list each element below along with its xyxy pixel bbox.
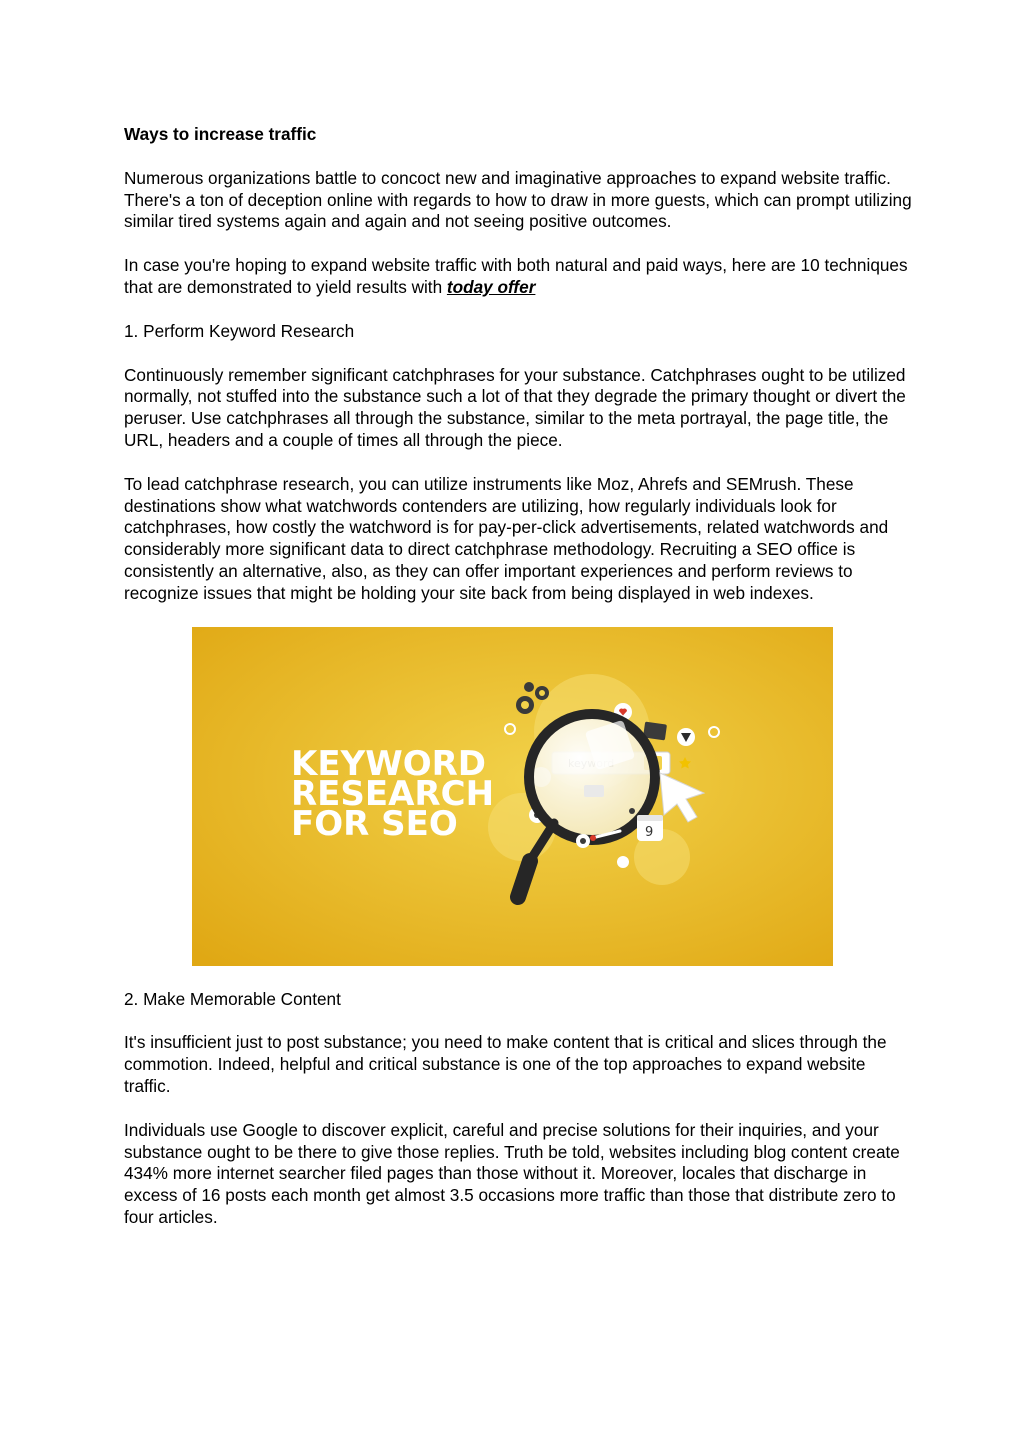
document-title: Ways to increase traffic [124, 124, 317, 144]
keyword-research-paragraph-1: Continuously remember significant catchphrases for your substance. Catchphrases ought to be utilized normally, not stuffed into the substance such a lot of that they degrade the primary thought or divert the peruser. Use catchphrases all through the substance, similar to the meta portrayal, the page title, the URL, headers and a couple of times all through the piece. [124, 364, 906, 450]
keyword-research-banner-image [192, 627, 833, 966]
small-dot-icon [617, 856, 629, 868]
memorable-content-paragraph-2: Individuals use Google to discover explicit, careful and precise solutions for their inquiries, and your substance ought to be there to give those replies. Truth be told, websites including blog content create 434% more internet searcher filed pages than those without it. Moreover, locales that discharge in excess of 16 posts each month get almost 3.5 occasions more traffic than those that distribute zero to four articles. [124, 1119, 900, 1227]
calendar-icon [637, 815, 663, 841]
intro-paragraph: Numerous organizations battle to concoct new and imaginative approaches to expand website traffic. There's a ton of deception online with regards to how to draw in more guests, which can prompt utilizing similar tired systems again and again and not seeing positive outcomes. [124, 167, 912, 232]
section-heading-memorable-content: 2. Make Memorable Content [124, 988, 341, 1009]
small-dot-icon [629, 808, 635, 814]
memorable-content-paragraph-1: It's insufficient just to post substance; you need to make content that is critical and slices through the commotion. Indeed, helpful and critical substance is one of the top approaches to expand website traffic. [124, 1032, 887, 1096]
banner-headline-line2: RESEARCH [291, 773, 495, 814]
banner-headline-line1: KEYWORD [291, 743, 487, 784]
banner-headline-line3: FOR SEO [291, 803, 458, 844]
lead-paragraph [124, 255, 914, 299]
palette-dot-icon [580, 838, 586, 844]
calendar-number: 9 [645, 824, 654, 840]
keyword-research-paragraph-2: To lead catchphrase research, you can utilize instruments like Moz, Ahrefs and SEMrush. These destinations show what watchwords contenders are utilizing, how regularly individuals look for catchphrases, how costly the watchword is for pay-per-click advertisements, related watchwords and considerably more significant data to direct catchphrase methodology. Recruiting a SEO office is consistently an alternative, also, as they can offer important experiences and perform reviews to recognize issues that might be holding your site back from being displayed in web indexes. [124, 473, 889, 603]
today-offer-link[interactable]: today offer [446, 276, 536, 297]
document-page [124, 124, 914, 1251]
section-heading-keyword-research: 1. Perform Keyword Research [124, 320, 355, 341]
lead-paragraph-text: In case you're hoping to expand website traffic with both natural and paid ways, here are 10 techniques that are demonstrated to yield results with [124, 255, 908, 297]
